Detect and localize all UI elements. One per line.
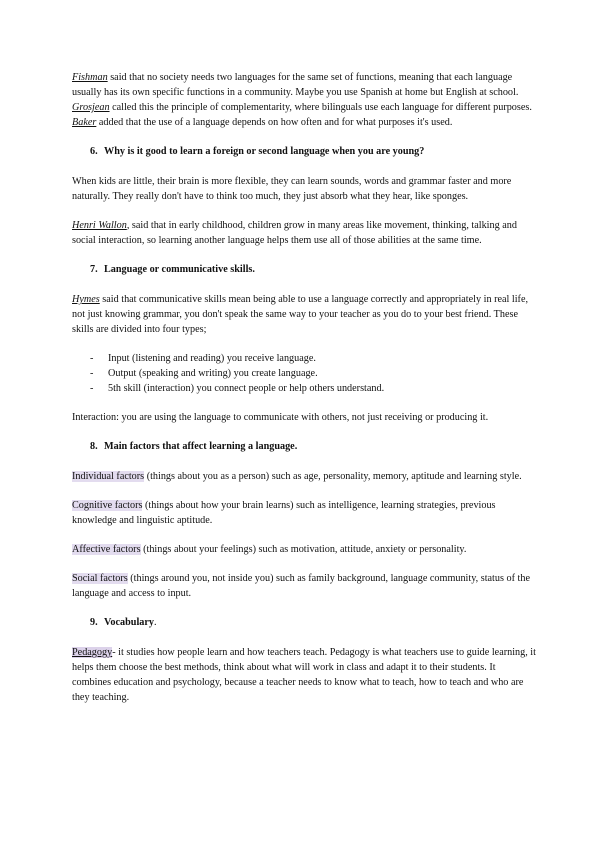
social-factors-label: Social factors bbox=[72, 573, 128, 584]
pedagogy-paragraph bbox=[72, 645, 536, 705]
fishman-text: said that no society needs two languages for the same set of functions, meaning that each language usually has its own specific functions in a community. Maybe you use Spanish at home but English at school. bbox=[72, 72, 519, 98]
pedagogy-label: Pedagogy bbox=[72, 647, 113, 658]
pedagogy-text: - it studies how people learn and how teachers teach. Pedagogy is what teachers use to guide learning, it helps them choose the best methods, think about what will work in class and adapt it to their students. It combines education and psychology, because a teacher needs to know what to teach, how to teach and who are they teaching. bbox=[72, 647, 536, 703]
section-8-number: 8. bbox=[90, 441, 98, 452]
dash-bullet: - bbox=[90, 368, 94, 379]
section-8-heading bbox=[72, 439, 536, 454]
list-item bbox=[72, 381, 536, 396]
hymes-paragraph bbox=[72, 292, 536, 337]
hymes-text: said that communicative skills mean being able to use a language correctly and appropriately in real life, not just knowing grammar, you don't speak the same way to your teacher as you do to your best friend. These skills are divided into four types; bbox=[72, 294, 529, 335]
section-9-title-suffix: . bbox=[154, 617, 157, 628]
list-item bbox=[72, 351, 536, 366]
grosjean-paragraph bbox=[72, 100, 536, 115]
section-9-heading bbox=[72, 615, 536, 630]
section-7-title: Language or communicative skills. bbox=[104, 264, 255, 275]
affective-factors-paragraph bbox=[72, 542, 536, 557]
individual-factors-label: Individual factors bbox=[72, 471, 145, 482]
baker-name: Baker bbox=[72, 117, 97, 128]
cognitive-factors-paragraph bbox=[72, 498, 536, 528]
social-factors-paragraph bbox=[72, 571, 536, 601]
skill-input: Input (listening and reading) you receive language. bbox=[108, 353, 316, 364]
wallon-paragraph bbox=[72, 218, 536, 248]
cognitive-factors-text: (things about how your brain learns) such as intelligence, learning strategies, previous knowledge and linguistic aptitude. bbox=[72, 500, 496, 526]
section-8-title: Main factors that affect learning a language. bbox=[104, 441, 298, 452]
wallon-text: , said that in early childhood, children grow in many areas like movement, thinking, talking and social interaction, so learning another language helps them use all of those abilities at the same time. bbox=[72, 220, 517, 246]
section-6-heading bbox=[72, 144, 536, 159]
affective-factors-label: Affective factors bbox=[72, 544, 141, 555]
individual-factors-paragraph bbox=[72, 469, 536, 484]
wallon-name: Henri Wallon bbox=[72, 220, 127, 231]
social-factors-text: (things around you, not inside you) such as family background, language community, status of the language and access to input. bbox=[72, 573, 530, 599]
baker-paragraph bbox=[72, 115, 536, 130]
section-9-number: 9. bbox=[90, 617, 98, 628]
section-6-number: 6. bbox=[90, 146, 98, 157]
individual-factors-text: (things about you as a person) such as age, personality, memory, aptitude and learning style. bbox=[144, 471, 522, 482]
cognitive-factors-label: Cognitive factors bbox=[72, 500, 143, 511]
young-learners-paragraph: When kids are little, their brain is more flexible, they can learn sounds, words and grammar faster and more naturally. They really don't have to think too much, they just absorb what they hear, like sponges. bbox=[72, 176, 512, 202]
affective-factors-text: (things about your feelings) such as motivation, attitude, anxiety or personality. bbox=[140, 544, 467, 555]
interaction-paragraph: Interaction: you are using the language to communicate with others, not just receiving or producing it. bbox=[72, 412, 489, 423]
section-9-title-text: Vocabulary bbox=[104, 617, 155, 628]
section-9-title bbox=[104, 615, 157, 630]
skill-interaction: 5th skill (interaction) you connect people or help others understand. bbox=[108, 383, 385, 394]
dash-bullet: - bbox=[90, 353, 94, 364]
section-7-heading bbox=[72, 262, 536, 277]
fishman-name: Fishman bbox=[72, 72, 108, 83]
fishman-paragraph bbox=[72, 70, 536, 100]
dash-bullet: - bbox=[90, 383, 94, 394]
grosjean-text: called this the principle of complementarity, where bilinguals use each language for different purposes. bbox=[109, 102, 532, 113]
list-item bbox=[72, 366, 536, 381]
section-6-title: Why is it good to learn a foreign or second language when you are young? bbox=[104, 146, 425, 157]
section-7-number: 7. bbox=[90, 264, 98, 275]
grosjean-name: Grosjean bbox=[72, 102, 110, 113]
skill-output: Output (speaking and writing) you create language. bbox=[108, 368, 318, 379]
baker-text: added that the use of a language depends on how often and for what purposes it's used. bbox=[96, 117, 453, 128]
skills-list bbox=[72, 351, 536, 396]
hymes-name: Hymes bbox=[72, 294, 100, 305]
